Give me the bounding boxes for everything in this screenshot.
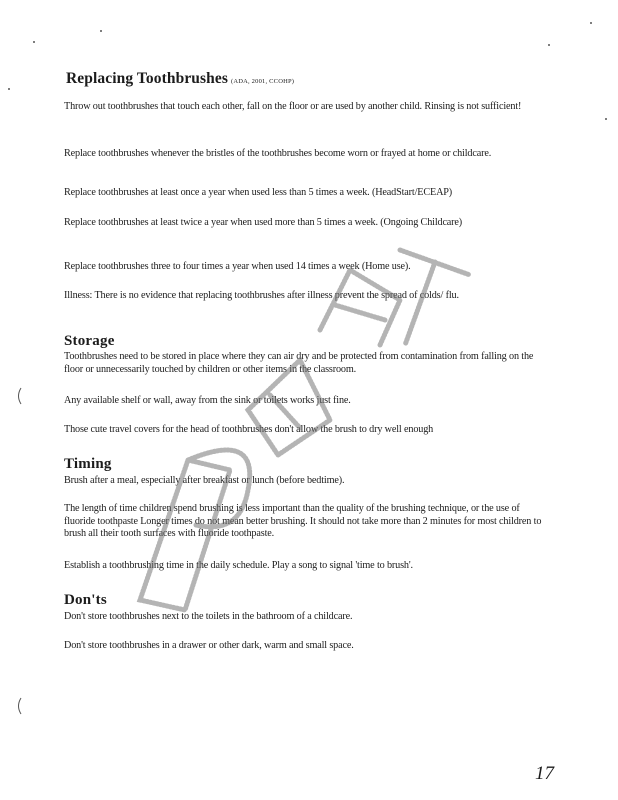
scan-speck xyxy=(605,118,607,120)
page-number: 17 xyxy=(535,763,554,784)
scan-speck xyxy=(8,88,10,90)
scan-speck xyxy=(590,22,592,24)
paragraph-timing-2: The length of time children spend brushing is less important than the quality of the brushing technique, or the use of fluoride toothpaste Longer times do not mean better brushing. It should not take more than 2 minutes for most children to brush all their tooth surfaces with fluoride toothpaste. xyxy=(64,503,542,539)
paragraph-replace-twice: Replace toothbrushes at least twice a year when used more than 5 times a week. (Ongoing Childcare) xyxy=(64,217,463,228)
paragraph-donts-1: Don't store toothbrushes next to the toilets in the bathroom of a childcare. xyxy=(64,611,353,622)
paragraph-replace-three-four: Replace toothbrushes three to four times a year when used 14 times a week (Home use). xyxy=(64,261,411,272)
paragraph-timing-3: Establish a toothbrushing time in the daily schedule. Play a song to signal 'time to brush'. xyxy=(64,560,413,571)
heading-timing: Timing xyxy=(64,456,112,472)
title-citation: (ADA, 2001, CCOHP) xyxy=(230,78,295,85)
paragraph-storage-3: Those cute travel covers for the head of toothbrushes don't allow the brush to dry well enough xyxy=(64,424,434,435)
binder-mark-bottom xyxy=(14,697,24,715)
scan-speck xyxy=(548,44,550,46)
paragraph-storage-2: Any available shelf or wall, away from the sink or toilets works just fine. xyxy=(64,395,351,406)
binder-mark-top xyxy=(14,387,24,405)
page-title xyxy=(66,70,294,88)
paragraph-throw-out: Throw out toothbrushes that touch each other, fall on the floor or are used by another child. Rinsing is not sufficient! xyxy=(64,101,522,112)
paragraph-replace-worn: Replace toothbrushes whenever the bristles of the toothbrushes become worn or frayed at home or childcare. xyxy=(64,148,492,159)
scan-speck xyxy=(33,41,35,43)
heading-storage: Storage xyxy=(64,333,115,349)
paragraph-donts-2: Don't store toothbrushes in a drawer or other dark, warm and small space. xyxy=(64,640,354,651)
paragraph-replace-once: Replace toothbrushes at least once a year when used less than 5 times a week. (HeadStart/ECEAP) xyxy=(64,187,453,198)
paragraph-storage-1: Toothbrushes need to be stored in place where they can air dry and be protected from contamination from falling on the floor or unnecessarily touched by children or other items in the classroom. xyxy=(64,351,534,375)
scan-speck xyxy=(100,30,102,32)
heading-donts: Don'ts xyxy=(64,592,107,608)
paragraph-timing-1: Brush after a meal, especially after breakfast or lunch (before bedtime). xyxy=(64,475,345,486)
title-text: Replacing Toothbrushes xyxy=(66,70,228,87)
paragraph-illness: Illness: There is no evidence that replacing toothbrushes after illness prevent the spread of colds/ flu. xyxy=(64,290,459,301)
